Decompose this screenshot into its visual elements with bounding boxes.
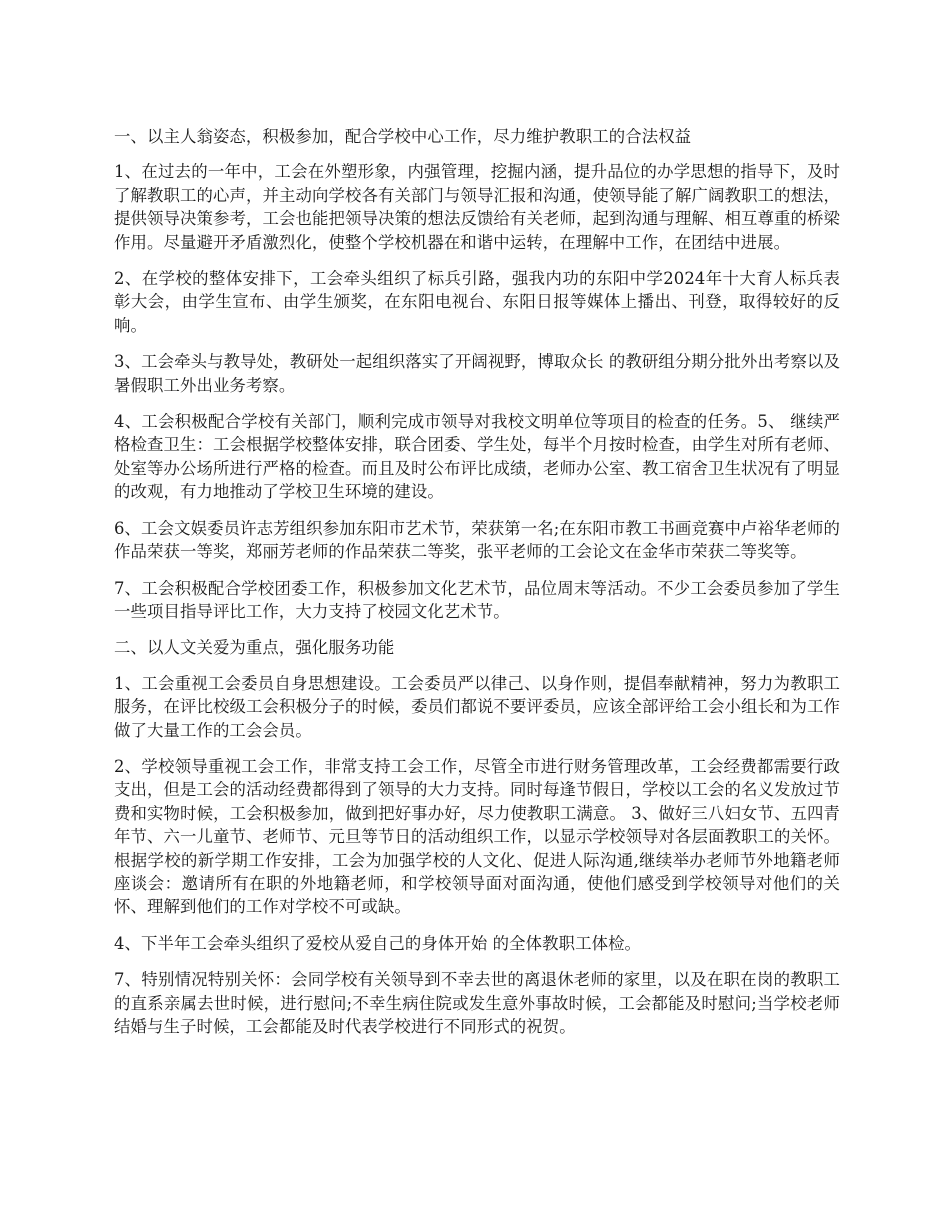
paragraph-item-1-7: 7、工会积极配合学校团委工作，积极参加文化艺术节，品位周末等活动。不少工会委员参加了学生一些项目指导评比工作，大力支持了校园文化艺术节。 [114, 578, 840, 621]
paragraph-item-1-1: 1、在过去的一年中，工会在外塑形象，内强管理，挖掘内涵，提升品位的办学思想的指导下，及时了解教职工的心声，并主动向学校各有关部门与领导汇报和沟通，使领导能了解广阔教职工的想法，提供领导决策参考，工会也能把领导决策的想法反馈给有关老师，起到沟通与理解、相互尊重的桥梁作用。尽量避开矛盾激烈化，使整个学校机器在和谐中运转，在理解中工作，在团结中进展。 [114, 162, 840, 252]
paragraph-item-1-3: 3、工会牵头与教导处，教研处一起组织落实了开阔视野，博取众长 的教研组分期分批外出考察以及暑假职工外出业务考察。 [114, 352, 840, 395]
paragraph-item-2-7: 7、特别情况特别关怀：会同学校有关领导到不幸去世的离退休老师的家里，以及在职在岗的教职工的直系亲属去世时候，进行慰问;不幸生病住院或发生意外事故时候，工会都能及时慰问;当学校老师结婚与生子时候，工会都能及时代表学校进行不同形式的祝贺。 [114, 970, 840, 1036]
paragraph-item-1-4: 4、工会积极配合学校有关部门，顺利完成市领导对我校文明单位等项目的检查的任务。5、 继续严格检查卫生：工会根据学校整体安排，联合团委、学生处，每半个月按时检查，由学生对所有老师、处室等办公场所进行严格的检查。而且及时公布评比成绩，老师办公室、教工宿舍卫生状况有了明显的改观，有力地推动了学校卫生环境的建设。 [114, 412, 840, 502]
paragraph-item-2-1: 1、工会重视工会委员自身思想建设。工会委员严以律己、以身作则，提倡奉献精神，努力为教职工服务，在评比校级工会积极分子的时候，委员们都说不要评委员，应该全部评给工会小组长和为工作做了大量工作的工会会员。 [114, 673, 840, 740]
paragraph-item-2-4: 4、下半年工会牵头组织了爱校从爱自己的身体开始 的全体教职工体检。 [114, 933, 642, 953]
section-2-heading: 二、以人文关爱为重点，强化服务功能 [114, 638, 395, 658]
paragraph-item-1-2: 2、在学校的整体安排下，工会牵头组织了标兵引路，强我内功的东阳中学2024年十大育人标兵表彰大会，由学生宣布、由学生颁奖，在东阳电视台、东阳日报等媒体上播出、刊登，取得较好的反响。 [114, 269, 840, 335]
document-body [114, 125, 840, 1051]
paragraph-item-1-6: 6、工会文娱委员许志芳组织参加东阳市艺术节，荣获第一名;在东阳市教工书画竞赛中卢裕华老师的作品荣获一等奖，郑丽芳老师的作品荣获二等奖，张平老师的工会论文在金华市荣获二等奖等。 [114, 518, 840, 562]
section-1-heading: 一、以主人翁姿态，积极参加，配合学校中心工作，尽力维护教职工的合法权益 [114, 127, 692, 146]
paragraph-item-2-2: 2、学校领导重视工会工作，非常支持工会工作，尽管全市进行财务管理改革，工会经费都需要行政支出，但是工会的活动经费都得到了领导的大力支持。同时每逢节假日，学校以工会的名义发放过节费和实物时候，工会积极参加，做到把好事办好，尽力使教职工满意。 3、做好三八妇女节、五四青年节、六一儿童节、老师节、元旦等节日的活动组织工作，以显示学校领导对各层面教职工的关怀。根据学校的新学期工作安排，工会为加强学校的人文化、促进人际沟通,继续举办老师节外地籍老师座谈会：邀请所有在职的外地籍老师，和学校领导面对面沟通，使他们感受到学校领导对他们的关怀、理解到他们的工作对学校不可或缺。 [114, 756, 840, 917]
